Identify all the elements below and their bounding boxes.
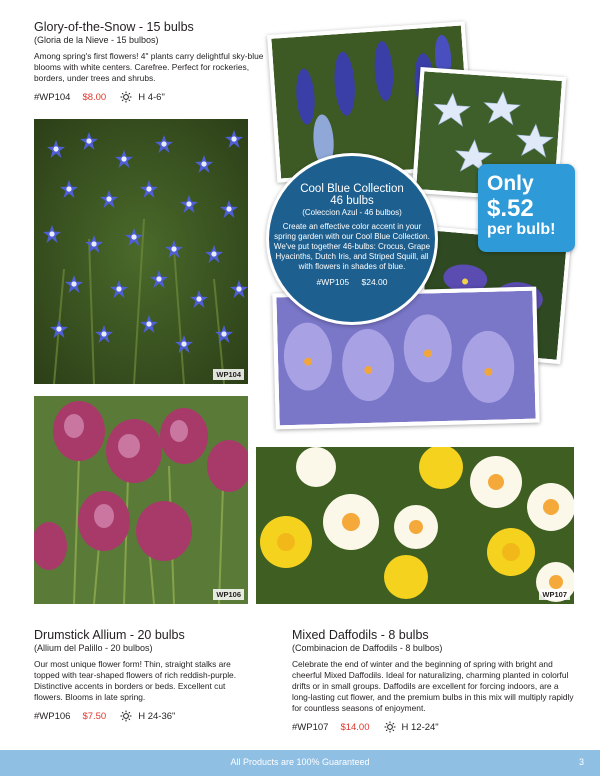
allium-photo: [34, 396, 248, 604]
glory-section: [34, 20, 264, 103]
badge-line1: Only: [487, 172, 534, 195]
daffodils-title: Mixed Daffodils - 8 bulbs: [292, 628, 429, 642]
badge-line3: per bulb!: [487, 221, 556, 238]
daffodils-price: $14.00: [340, 721, 370, 733]
glory-code: #WP104: [34, 91, 71, 103]
cool-blue-description: Create an effective color accent in your spring garden with our Cool Blue Collection. We've put together 46-bulbs: Crocus, Grape Hyacinths, Dutch Iris, and Striped Squill, all with flowers in shades of blue.: [273, 222, 431, 271]
allium-photo-label: WP106: [213, 589, 244, 600]
daffodils-code: #WP107: [292, 721, 329, 733]
cool-blue-callout: [266, 153, 438, 325]
cool-blue-price: $24.00: [361, 277, 388, 287]
glory-height: H 4-6": [138, 91, 165, 103]
sun-icon: [120, 710, 132, 722]
cool-blue-code-line: [269, 277, 435, 287]
page-number: 3: [578, 757, 584, 767]
allium-subtitle: (Allium del Palillo - 20 bulbos): [34, 643, 153, 653]
badge-line2: $.52: [487, 195, 534, 222]
sun-icon: [120, 91, 132, 103]
glory-flower-image: [34, 119, 248, 384]
glory-title: Glory-of-the-Snow - 15 bulbs: [34, 20, 194, 34]
daffodils-photo: [256, 447, 574, 604]
daffodils-subtitle: (Combinacion de Daffodils - 8 bulbos): [292, 643, 443, 653]
daffodils-description: Celebrate the end of winter and the beginning of spring with bright and cheerful Mixed Daffodils. Ideal for naturalizing, charming planted in colorful drifts or in small groups. Daffodils are excellent for forcing indoors, are a long-lasting cut flower, and the premium bulbs in this mix will multiply rapidly for countless seasons of enjoyment.: [292, 659, 574, 713]
sun-icon: [384, 721, 396, 733]
glory-subtitle: (Gloria de la Nieve - 15 bulbos): [34, 35, 159, 45]
footer-bar: [0, 750, 600, 776]
daffodils-height: H 12-24": [401, 721, 439, 733]
glory-photo-label: WP104: [213, 369, 244, 380]
allium-code: #WP106: [34, 710, 71, 722]
allium-description: Our most unique flower form! Thin, straight stalks are topped with tear-shaped flowers of rich reddish-purple. Distinctive accents in borders or beds. Excellent cut flowers. Blooms in late spring.: [34, 659, 237, 702]
glory-code-line: [34, 91, 264, 103]
daffodils-section: [292, 628, 574, 733]
glory-description: Among spring's first flowers! 4" plants carry delightful sky-blue blooms with white centers. Carefree. Perfect for rockeries, borders, under trees and shrubs.: [34, 51, 264, 83]
allium-flower-image: [34, 396, 248, 604]
glory-price: $8.00: [82, 91, 107, 103]
allium-price: $7.50: [82, 710, 107, 722]
cool-blue-code: #WP105: [316, 277, 350, 287]
allium-section: [34, 628, 254, 722]
allium-height: H 24-36": [138, 710, 176, 722]
cool-blue-subtitle: (Coleccion Azul - 46 bulbos): [302, 208, 402, 217]
cool-blue-title: Cool Blue Collection: [300, 183, 404, 195]
daffodils-flower-image: [256, 447, 574, 604]
daffodils-photo-label: WP107: [539, 589, 570, 600]
daffodils-code-line: [292, 721, 574, 733]
footer-guarantee: All Products are 100% Guaranteed: [230, 757, 370, 767]
allium-code-line: [34, 710, 254, 722]
cool-blue-count: 46 bulbs: [330, 195, 374, 207]
glory-photo: [34, 119, 248, 384]
price-per-bulb-badge: [478, 164, 575, 252]
allium-title: Drumstick Allium - 20 bulbs: [34, 628, 185, 642]
